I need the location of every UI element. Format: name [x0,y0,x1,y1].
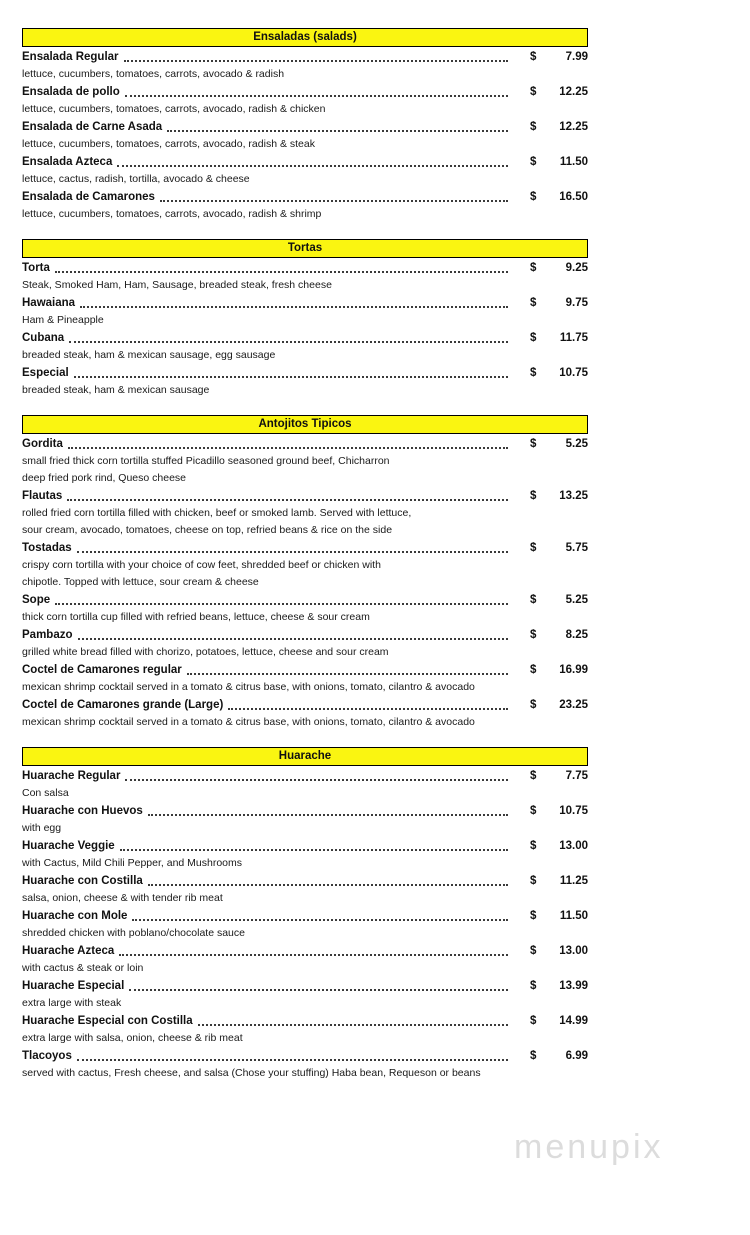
menu-item-name: Ensalada de pollo [22,86,120,98]
currency-symbol: $ [530,664,537,676]
menu-item-row [22,663,588,678]
menu-item-row [22,366,588,381]
menu-item-price: 16.50 [559,191,588,203]
dotted-leader [125,95,508,97]
menupix-watermark: menupix [514,1128,664,1166]
currency-symbol: $ [530,910,537,922]
menu-item-name: Huarache con Costilla [22,875,143,887]
dotted-leader [78,638,509,640]
menu-item-row [22,296,588,311]
menu-section [22,747,588,1081]
menu-item-row [22,437,588,452]
menu-item-price: 9.25 [565,262,588,274]
currency-symbol: $ [530,367,537,379]
dotted-leader [80,306,508,308]
menu-item-price: 12.25 [559,86,588,98]
menu-item-name: Ensalada de Carne Asada [22,121,163,133]
currency-symbol: $ [530,594,537,606]
currency-symbol: $ [530,699,537,711]
menu-item-name: Flautas [22,490,63,502]
menu-item-price: 11.50 [559,156,588,168]
section-header: Antojitos Tipicos [22,415,588,434]
dotted-leader [167,130,508,132]
menu-item-name: Coctel de Camarones grande (Large) [22,699,224,711]
menu-item-name: Sope [22,594,51,606]
menu-item-description: with cactus & steak or loin [22,962,144,974]
menu-item-description: with Cactus, Mild Chili Pepper, and Mushrooms [22,857,243,869]
menu-item-row [22,190,588,205]
menu-item-name: Huarache Especial [22,980,125,992]
menu-item-description: deep fried pork rind, Queso cheese [22,472,187,484]
menu-item-name: Huarache Veggie [22,840,115,852]
currency-symbol: $ [530,1050,537,1062]
currency-symbol: $ [530,1015,537,1027]
menu-item-price: 11.50 [559,910,588,922]
dotted-leader [67,499,508,501]
menu-section [22,28,588,222]
menu-item-row [22,1049,588,1064]
menu-item-name: Huarache Especial con Costilla [22,1015,193,1027]
menu-item-description: extra large with steak [22,997,122,1009]
menu-item-description: chipotle. Topped with lettuce, sour cream & cheese [22,576,259,588]
menu-item-name: Cubana [22,332,65,344]
menu-item-price: 10.75 [559,805,588,817]
dotted-leader [74,376,508,378]
menu-item-name: Coctel de Camarones regular [22,664,182,676]
menu-item-name: Tostadas [22,542,72,554]
dotted-leader [68,447,508,449]
currency-symbol: $ [530,51,537,63]
menu-item-name: Huarache Regular [22,770,121,782]
menu-item-description: served with cactus, Fresh cheese, and salsa (Chose your stuffing) Haba bean, Requeson or beans [22,1067,481,1079]
menu-item-row [22,593,588,608]
menu-item-description: mexican shrimp cocktail served in a tomato & citrus base, with onions, tomato, cilantro & avocado [22,681,475,693]
section-header: Huarache [22,747,588,766]
dotted-leader [129,989,508,991]
menu-item-description: extra large with salsa, onion, cheese & rib meat [22,1032,243,1044]
menu-item-description: lettuce, cucumbers, tomatoes, carrots, avocado & radish [22,68,285,80]
menu-item-row [22,874,588,889]
menu-item-row [22,909,588,924]
currency-symbol: $ [530,297,537,309]
dotted-leader [124,60,508,62]
menu-item-price: 5.25 [565,594,588,606]
menu-item-price: 7.75 [565,770,588,782]
menu-item-row [22,979,588,994]
menu-item-description: crispy corn tortilla with your choice of cow feet, shredded beef or chicken with [22,559,381,571]
menu-item-description: Ham & Pineapple [22,314,104,326]
menu-item-description: Con salsa [22,787,69,799]
currency-symbol: $ [530,770,537,782]
currency-symbol: $ [530,156,537,168]
menu-item-price: 13.99 [559,980,588,992]
menu-item-price: 13.00 [559,840,588,852]
menu-item-price: 11.75 [559,332,588,344]
menu-item-name: Ensalada Azteca [22,156,113,168]
currency-symbol: $ [530,542,537,554]
dotted-leader [132,919,508,921]
menu-item-price: 12.25 [559,121,588,133]
menu-item-price: 11.25 [559,875,588,887]
currency-symbol: $ [530,840,537,852]
menu-item-price: 6.99 [565,1050,588,1062]
menu-item-row [22,155,588,170]
menu-item-description: Steak, Smoked Ham, Ham, Sausage, breaded steak, fresh cheese [22,279,332,291]
menu-item-row [22,489,588,504]
menu-item-name: Ensalada de Camarones [22,191,155,203]
menu-item-name: Especial [22,367,69,379]
menu-item-name: Ensalada Regular [22,51,119,63]
menu-root [22,28,588,1081]
dotted-leader [119,954,508,956]
menu-item-price: 23.25 [559,699,588,711]
menu-item-price: 16.99 [559,664,588,676]
menu-item-row [22,698,588,713]
menu-item-description: breaded steak, ham & mexican sausage [22,384,210,396]
dotted-leader [148,884,508,886]
currency-symbol: $ [530,191,537,203]
menu-item-price: 7.99 [565,51,588,63]
menu-page [22,28,588,1098]
menu-item-description: salsa, onion, cheese & with tender rib meat [22,892,223,904]
dotted-leader [55,603,508,605]
menu-item-row [22,331,588,346]
dotted-leader [125,779,508,781]
currency-symbol: $ [530,332,537,344]
section-header: Tortas [22,239,588,258]
currency-symbol: $ [530,262,537,274]
dotted-leader [148,814,508,816]
menu-item-price: 13.25 [559,490,588,502]
dotted-leader [228,708,508,710]
menu-item-name: Huarache Azteca [22,945,115,957]
menu-item-description: sour cream, avocado, tomatoes, cheese on top, refried beans & rice on the side [22,524,393,536]
menu-item-price: 14.99 [559,1015,588,1027]
menu-item-description: shredded chicken with poblano/chocolate sauce [22,927,245,939]
menu-item-row [22,769,588,784]
dotted-leader [77,1059,508,1061]
menu-item-price: 5.25 [565,438,588,450]
menu-item-row [22,628,588,643]
dotted-leader [69,341,508,343]
menu-item-name: Gordita [22,438,63,450]
currency-symbol: $ [530,121,537,133]
menu-item-description: lettuce, cucumbers, tomatoes, carrots, avocado, radish & chicken [22,103,326,115]
menu-item-description: with egg [22,822,62,834]
menu-item-row [22,120,588,135]
menu-item-row [22,839,588,854]
menu-item-name: Torta [22,262,50,274]
menu-item-price: 8.25 [565,629,588,641]
menu-item-description: mexican shrimp cocktail served in a tomato & citrus base, with onions, tomato, cilantro & avocado [22,716,475,728]
menu-item-description: small fried thick corn tortilla stuffed Picadillo seasoned ground beef, Chicharron [22,455,390,467]
menu-item-price: 9.75 [565,297,588,309]
section-header: Ensaladas (salads) [22,28,588,47]
menu-item-name: Pambazo [22,629,73,641]
menu-section [22,239,588,398]
menu-item-description: lettuce, cucumbers, tomatoes, carrots, avocado, radish & shrimp [22,208,322,220]
menu-item-row [22,261,588,276]
currency-symbol: $ [530,629,537,641]
currency-symbol: $ [530,490,537,502]
menu-item-name: Huarache con Huevos [22,805,143,817]
menu-item-description: lettuce, cucumbers, tomatoes, carrots, avocado, radish & steak [22,138,315,150]
currency-symbol: $ [530,875,537,887]
currency-symbol: $ [530,805,537,817]
menu-item-price: 13.00 [559,945,588,957]
menu-item-name: Huarache con Mole [22,910,128,922]
menu-item-name: Hawaiana [22,297,76,309]
menu-item-row [22,1014,588,1029]
currency-symbol: $ [530,86,537,98]
menu-item-row [22,944,588,959]
menu-section [22,415,588,730]
menu-item-description: breaded steak, ham & mexican sausage, egg sausage [22,349,276,361]
menu-item-price: 10.75 [559,367,588,379]
dotted-leader [160,200,508,202]
currency-symbol: $ [530,945,537,957]
dotted-leader [117,165,508,167]
menu-item-description: rolled fried corn tortilla filled with chicken, beef or smoked lamb. Served with lettuce, [22,507,412,519]
menu-item-row [22,50,588,65]
menu-item-price: 5.75 [565,542,588,554]
dotted-leader [187,673,508,675]
menu-item-row [22,541,588,556]
dotted-leader [77,551,508,553]
dotted-leader [120,849,508,851]
menu-item-row [22,804,588,819]
menu-item-row [22,85,588,100]
menu-item-description: thick corn tortilla cup filled with refried beans, lettuce, cheese & sour cream [22,611,370,623]
menu-item-description: grilled white bread filled with chorizo, potatoes, lettuce, cheese and sour cream [22,646,389,658]
currency-symbol: $ [530,980,537,992]
menu-item-name: Tlacoyos [22,1050,72,1062]
currency-symbol: $ [530,438,537,450]
menu-item-description: lettuce, cactus, radish, tortilla, avocado & cheese [22,173,250,185]
dotted-leader [198,1024,508,1026]
dotted-leader [55,271,508,273]
